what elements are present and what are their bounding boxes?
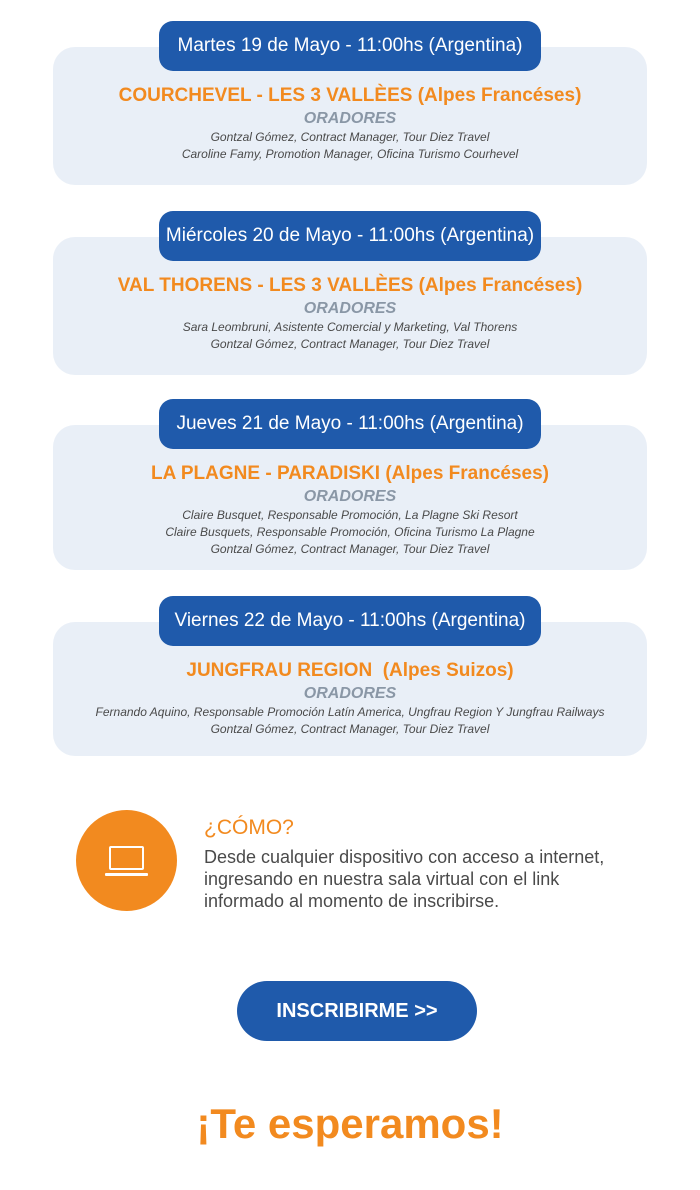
speaker-line: Gontzal Gómez, Contract Manager, Tour Diez Travel <box>210 130 490 144</box>
speaker-line: Gontzal Gómez, Contract Manager, Tour Diez Travel <box>210 722 490 736</box>
laptop-base-shape <box>105 873 148 876</box>
speaker-line: Claire Busquets, Responsable Promoción, Oficina Turismo La Plagne <box>165 525 535 539</box>
session-date-badge: Viernes 22 de Mayo - 11:00hs (Argentina) <box>159 596 541 646</box>
speakers-label: ORADORES <box>303 685 397 702</box>
how-description: Desde cualquier dispositivo con acceso a internet, ingresando en nuestra sala virtual con el link informado al momento de inscribirse. <box>204 847 605 911</box>
destination-title: JUNGFRAU REGION (Alpes Suizos) <box>186 660 514 681</box>
speaker-line: Gontzal Gómez, Contract Manager, Tour Diez Travel <box>210 337 490 351</box>
session-date-badge: Martes 19 de Mayo - 11:00hs (Argentina) <box>159 21 541 71</box>
register-button[interactable]: INSCRIBIRME >> <box>237 981 477 1041</box>
speakers-label: ORADORES <box>303 300 397 317</box>
speaker-line: Caroline Famy, Promotion Manager, Oficina Turismo Courhevel <box>181 147 519 161</box>
destination-title: COURCHEVEL - LES 3 VALLÈES (Alpes Francéses) <box>118 85 582 106</box>
closing-message: ¡Te esperamos! <box>196 1100 504 1147</box>
how-title: ¿CÓMO? <box>204 816 294 839</box>
speaker-line: Gontzal Gómez, Contract Manager, Tour Diez Travel <box>210 542 490 556</box>
speakers-label: ORADORES <box>303 110 397 127</box>
speaker-line: Claire Busquet, Responsable Promoción, La Plagne Ski Resort <box>182 508 518 522</box>
speaker-line: Sara Leombruni, Asistente Comercial y Marketing, Val Thorens <box>182 320 518 334</box>
session-date-badge: Jueves 21 de Mayo - 11:00hs (Argentina) <box>159 399 541 449</box>
laptop-icon <box>76 810 177 911</box>
destination-title: VAL THORENS - LES 3 VALLÈES (Alpes Francéses) <box>117 275 583 296</box>
destination-title: LA PLAGNE - PARADISKI (Alpes Francéses) <box>150 463 550 484</box>
speakers-label: ORADORES <box>303 488 397 505</box>
session-date-badge: Miércoles 20 de Mayo - 11:00hs (Argentina) <box>159 211 541 261</box>
laptop-screen-shape <box>109 846 144 870</box>
speaker-line: Fernando Aquino, Responsable Promoción Latín America, Ungfrau Region Y Jungfrau Railways <box>95 705 605 719</box>
